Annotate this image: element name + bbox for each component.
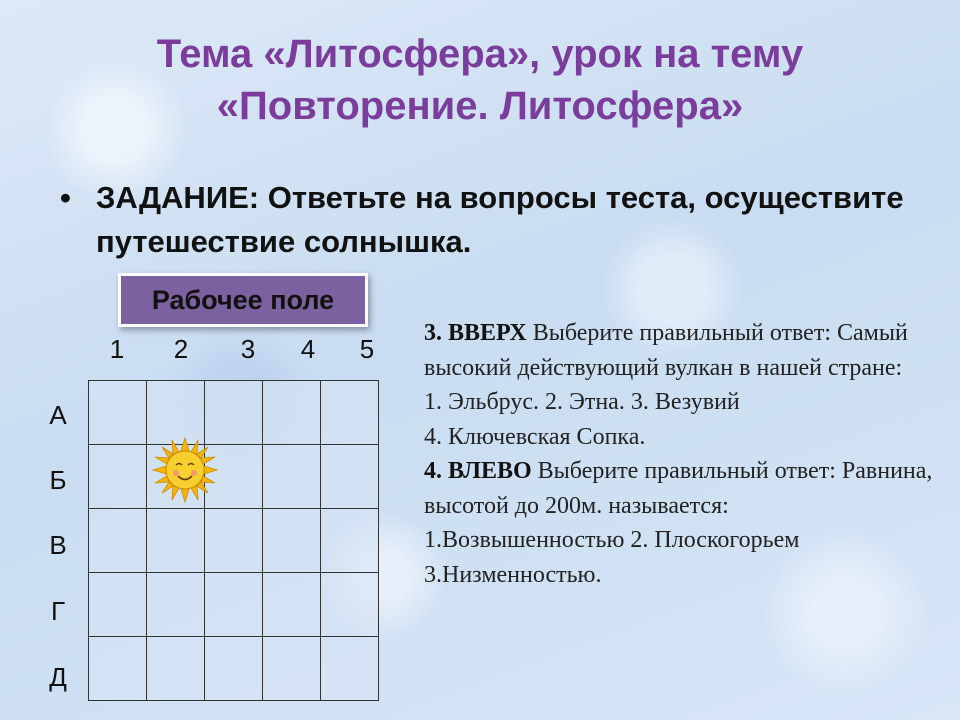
grid-cell[interactable] <box>321 573 379 637</box>
row-label-b: Б <box>49 465 67 495</box>
row-label-v: В <box>49 530 67 560</box>
grid-cell[interactable] <box>147 381 205 445</box>
question-3-options-line-1: 1. Эльбрус. 2. Этна. 3. Везувий <box>424 389 740 415</box>
grid-row <box>89 509 379 573</box>
question-4-options-line-1: 1.Возвышенностью 2. Плоскогорьем <box>424 527 800 553</box>
title-line-1: Тема «Литосфера», урок на тему <box>156 32 804 76</box>
grid-row <box>89 573 379 637</box>
grid-cell[interactable] <box>321 381 379 445</box>
grid-cell[interactable] <box>205 509 263 573</box>
question-4-heading: 4. ВЛЕВО <box>424 458 532 484</box>
grid-cell[interactable] <box>263 637 321 701</box>
question-4-options-line-2: 3.Низменностью. <box>424 561 602 588</box>
grid-cell[interactable] <box>205 381 263 445</box>
question-4-text: Выберите правильный ответ: Равнина, высотой до 200м. называется: <box>424 458 933 519</box>
grid-row <box>89 381 379 445</box>
grid-cell[interactable] <box>89 509 147 573</box>
grid-cell[interactable] <box>205 637 263 701</box>
grid-cell[interactable] <box>263 381 321 445</box>
column-number-2: 2 <box>173 334 189 364</box>
grid-cell[interactable] <box>147 637 205 701</box>
grid-cell[interactable] <box>263 509 321 573</box>
slide-title <box>0 28 960 132</box>
grid-cell[interactable] <box>321 509 379 573</box>
grid-cell[interactable] <box>263 573 321 637</box>
column-number-4: 4 <box>300 334 316 364</box>
title-line-2: «Повторение. Литосфера» <box>216 84 744 128</box>
question-3-text: Выберите правильный ответ: Самый высокий действующий вулкан в нашей стране: <box>424 320 908 381</box>
column-number-3: 3 <box>240 334 256 364</box>
grid-cell[interactable] <box>89 573 147 637</box>
grid-cell[interactable] <box>147 573 205 637</box>
grid-cell[interactable] <box>321 445 379 509</box>
question-4 <box>424 454 944 592</box>
row-label-g: Г <box>50 596 66 626</box>
grid-cell[interactable] <box>89 445 147 509</box>
questions-block <box>424 316 944 592</box>
question-3-heading: 3. ВВЕРХ <box>424 320 527 346</box>
column-number-5: 5 <box>359 334 375 364</box>
grid-cell[interactable] <box>205 573 263 637</box>
grid-cell[interactable] <box>89 381 147 445</box>
row-label-a: А <box>49 400 67 430</box>
grid-cell[interactable] <box>321 637 379 701</box>
question-3 <box>424 316 944 454</box>
grid-cell[interactable] <box>89 637 147 701</box>
question-3-options-line-2: 4. Ключевская Сопка. <box>424 423 646 450</box>
task-text: ЗАДАНИЕ: Ответьте на вопросы теста, осуществите путешествие солнышка. <box>96 180 904 259</box>
bullet-icon: • <box>60 180 71 215</box>
row-label-d: Д <box>49 662 67 692</box>
column-number-1: 1 <box>109 334 125 364</box>
grid-cell[interactable] <box>263 445 321 509</box>
grid-row <box>89 445 379 509</box>
work-field-label: Рабочее поле <box>118 273 368 327</box>
work-grid <box>88 380 379 701</box>
grid-row <box>89 637 379 701</box>
smiling-sun-icon[interactable] <box>152 437 218 503</box>
grid-cell[interactable] <box>147 509 205 573</box>
